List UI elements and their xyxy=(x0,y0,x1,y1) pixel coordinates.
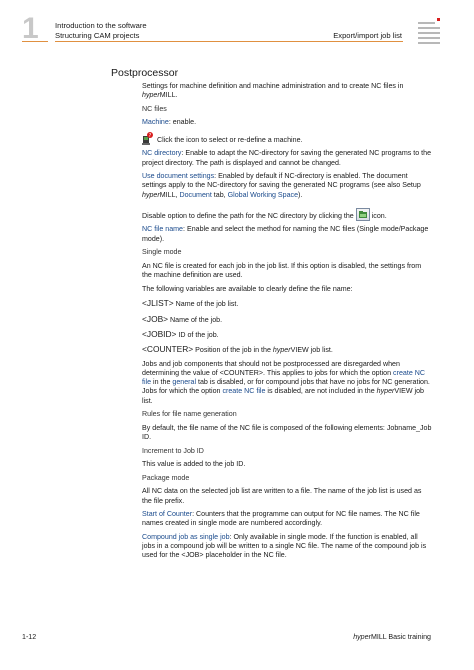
nc-directory-paragraph: NC directory: Enable to adapt the NC-directory for saving the generated NC programs to the project directory. The path is displayed and cannot be changed. xyxy=(142,149,432,167)
jobs-paragraph: Jobs and job components that should not be postprocessed are disregarded when determining the value of <COUNTER>. This applies to jobs for which the option create NC file in the general tab is disabled, or for compound jobs that have no jobs for NC generation. Jobs for which the option create NC file is disabled, are not included in the hyperVIEW job list. xyxy=(142,359,430,405)
disable-option-paragraph: Disable option to define the path for the NC directory by clicking the icon. xyxy=(142,208,432,221)
package-mode-paragraph: All NC data on the selected job list are written to a file. The name of the job list is used as the file prefix. xyxy=(142,487,422,505)
menu-dot xyxy=(437,18,440,21)
section-title: Postprocessor xyxy=(111,67,179,79)
header-chapter-title: Introduction to the software xyxy=(55,21,147,30)
document-tab-link[interactable]: Document xyxy=(179,190,212,199)
section-content xyxy=(142,82,432,565)
nc-files-heading: NC files xyxy=(142,104,167,113)
header-rule xyxy=(55,41,403,42)
machine-icon-row xyxy=(142,132,432,145)
create-nc-file-link-2[interactable]: create NC file xyxy=(222,387,266,396)
variable-jlist: <JLIST> Name of the job list. xyxy=(142,298,239,309)
nc-file-name-paragraph: NC file name: Enable and select the method for naming the NC files (Single mode/Package mode). xyxy=(142,225,429,243)
compound-job-link[interactable]: Compound job as single job xyxy=(142,532,230,541)
variable-counter: <COUNTER> Position of the job in the hyperVIEW job list. xyxy=(142,344,333,355)
use-document-settings-paragraph: Use document settings: Enabled by default if NC-directory is enabled. The document settings apply to the NC-directory for saving the generated NC programs (see also Setup hyperMILL, Document tab, Global Working Space). xyxy=(142,172,421,199)
use-document-settings-link[interactable]: Use document settings xyxy=(142,172,215,181)
rules-paragraph: By default, the file name of the NC file is composed of the following elements: Jobname_Job ID. xyxy=(142,423,432,441)
variables-intro: The following variables are available to clearly define the file name: xyxy=(142,284,353,293)
rules-heading: Rules for file name generation xyxy=(142,410,237,419)
machine-select-icon[interactable] xyxy=(142,132,153,145)
footer-title: hyperMILL Basic training xyxy=(353,633,431,641)
folder-icon[interactable] xyxy=(356,208,370,221)
nc-file-name-link[interactable]: NC file name xyxy=(142,225,184,234)
machine-link[interactable]: Machine xyxy=(142,118,169,127)
create-nc-file-link[interactable]: create NC file xyxy=(142,368,425,387)
chapter-number: 1 xyxy=(22,12,39,45)
svg-text:?: ? xyxy=(148,132,152,139)
package-mode-heading: Package mode xyxy=(142,473,190,482)
header-topic: Export/import job list xyxy=(333,31,402,40)
nc-directory-link[interactable]: NC directory xyxy=(142,149,182,158)
intro-paragraph: Settings for machine definition and machine administration and to create NC files in hyperMILL. xyxy=(142,82,404,100)
increment-paragraph: This value is added to the job ID. xyxy=(142,460,246,469)
header-rule-left xyxy=(22,41,48,42)
variable-job: <JOB> Name of the job. xyxy=(142,313,223,324)
general-tab-link[interactable]: general xyxy=(172,378,197,387)
menu-icon xyxy=(418,18,440,44)
increment-heading: Increment to Job ID xyxy=(142,446,204,455)
global-working-space-link[interactable]: Global Working Space xyxy=(227,190,299,199)
single-mode-heading: Single mode xyxy=(142,248,182,257)
variable-jobid: <JOBID> ID of the job. xyxy=(142,328,219,339)
single-mode-paragraph: An NC file is created for each job in the job list. If this option is disabled, the settings from the machine definition are used. xyxy=(142,261,422,279)
click-icon-text: Click the icon to select or re-define a machine. xyxy=(157,135,303,144)
page-header xyxy=(0,0,474,48)
page-number: 1-12 xyxy=(22,633,37,641)
compound-job-paragraph: Compound job as single job: Only available in single mode. If the function is enabled, all jobs in a compound job will be written to a single NC file. The name of the compound job is used for the <JOB> placeholder in the NC file. xyxy=(142,532,427,560)
start-of-counter-link[interactable]: Start of Counter xyxy=(142,510,193,519)
start-of-counter-paragraph: Start of Counter: Counters that the programme can output for NC file names. The NC file names created in single mode are numbered accordingly. xyxy=(142,510,420,528)
machine-paragraph: Machine: enable. xyxy=(142,118,197,127)
header-section-title: Structuring CAM projects xyxy=(55,31,140,40)
